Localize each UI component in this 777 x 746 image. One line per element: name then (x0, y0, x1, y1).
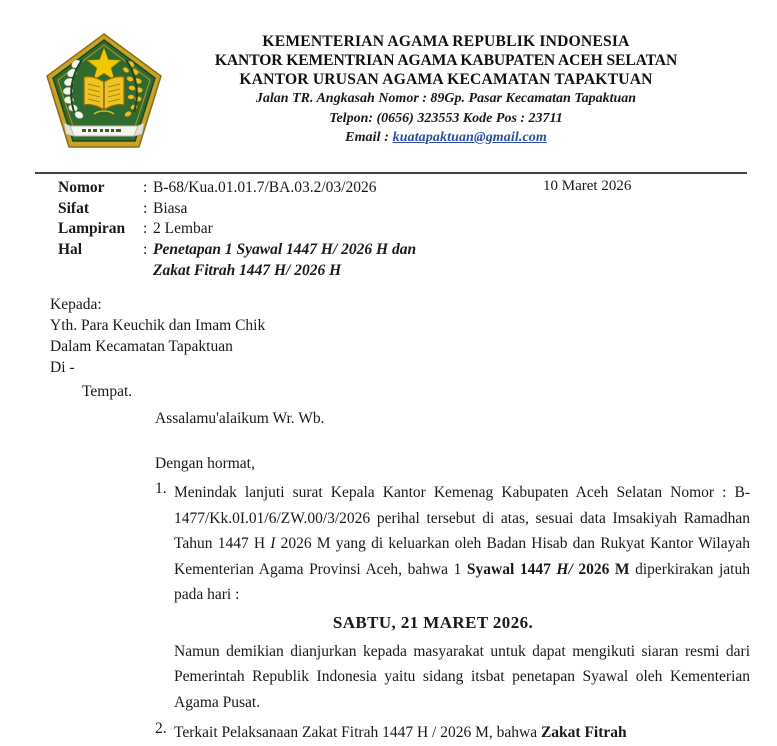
item1-sub-paragraph: Namun demikian dianjurkan kepada masyarakat untuk dapat mengikuti siaran resmi dari Pemerintah Republik Indonesia yaitu sidang itsbat penetapan Syawal oleh Kementerian Agama Pusat. (174, 642, 750, 711)
addressee-di: Di - (50, 359, 75, 376)
office-phone: Telpon: (0656) 323553 Kode Pos : 23711 (329, 110, 563, 126)
item1-text-a: Menindak lanjuti surat Kepala Kantor Kemenag Kabupaten Aceh Selatan Nomor : B-1477/Kk.0I.01/6/ZW.00/3/2026 perihal tersebut di atas, sesuai data Imsakiyah Ramadhan Tahun 1447 H (174, 484, 750, 552)
value-nomor: B-68/Kua.01.01.7/BA.03.2/03/2026 (153, 179, 377, 196)
label-hal: Hal (58, 240, 83, 258)
reference-block (58, 178, 528, 282)
numbered-list (155, 480, 750, 746)
list-item-1 (155, 480, 750, 715)
office-address: Jalan TR. Angkasah Nomor : 89Gp. Pasar Kecamatan Tapaktuan (255, 91, 637, 106)
list-item-2 (155, 720, 750, 746)
letter-body (155, 408, 750, 746)
office-email-line (176, 128, 716, 148)
item1-bold-2: Syawal 1447 (466, 560, 557, 578)
colon-hal: : (143, 240, 148, 258)
colon-lampiran: : (143, 220, 148, 237)
value-sifat: Biasa (153, 199, 188, 217)
colon-sifat: : (143, 199, 148, 217)
addressee-kepada: Kepada: (50, 296, 102, 313)
item1-italic-h: H/ (556, 560, 573, 578)
colon-nomor: : (143, 179, 148, 196)
addressee-tempat: Tempat. (82, 383, 133, 400)
value-hal-continued: Zakat Fitrah 1447 H/ 2026 H (153, 262, 342, 279)
item1-text-b: I (270, 535, 276, 552)
value-lampiran: 2 Lembar (153, 220, 213, 237)
item1-bold-3: 2026 M (572, 560, 630, 578)
item1-text-d: diperkirakan jatuh pada hari : (174, 560, 750, 603)
value-hal: Penetapan 1 Syawal 1447 H/ 2026 H dan (153, 240, 417, 258)
org-line-3: KANTOR URUSAN AGAMA KECAMATAN TAPAKTUAN (239, 71, 653, 88)
reference-row-sifat (58, 199, 528, 220)
org-line-2: KANTOR KEMENTRIAN AGAMA KABUPATEN ACEH SELATAN (214, 52, 678, 69)
opening-hormat: Dengan hormat, (155, 455, 255, 472)
list-item-1-number: 1. (155, 480, 167, 497)
letterhead-divider (35, 172, 747, 174)
greeting-salam: Assalamu'alaikum Wr. Wb. (155, 410, 325, 427)
label-nomor: Nomor (58, 179, 105, 196)
email-link[interactable]: kuatapaktuan@gmail.com (392, 130, 547, 145)
org-line-1: KEMENTERIAN AGAMA REPUBLIK INDONESIA (262, 33, 630, 50)
letter-date: 10 Maret 2026 (543, 178, 632, 194)
list-item-2-text (174, 720, 750, 746)
addressee-recipient: Yth. Para Keuchik dan Imam Chik (50, 317, 266, 334)
letterhead (0, 22, 777, 152)
reference-row-lampiran (58, 219, 528, 240)
list-item-2-number: 2. (155, 720, 167, 737)
item1-bold-1: 1 (453, 560, 467, 578)
item2-bold-a: Zakat Fitrah (540, 724, 627, 741)
item2-text-a: Terkait Pelaksanaan Zakat Fitrah 1447 H / 2026 M, bahwa (174, 724, 541, 741)
list-item-1-text (174, 480, 750, 608)
email-label: Email : (345, 130, 393, 145)
label-lampiran: Lampiran (58, 220, 126, 237)
addressee-district: Dalam Kecamatan Tapaktuan (50, 338, 233, 355)
reference-row-hal (58, 240, 528, 261)
highlight-date: SABTU, 21 MARET 2026. (332, 612, 534, 632)
letterhead-text (176, 32, 716, 148)
reference-row-nomor (58, 178, 528, 199)
kementerian-agama-logo (42, 30, 166, 158)
label-sifat: Sifat (58, 199, 89, 217)
item1-text-c: 2026 M yang di keluarkan oleh Badan Hisab dan Rukyat Kantor Wilayah Kementerian Agama Provinsi Aceh, bahwa (174, 535, 750, 578)
addressee-block (50, 294, 265, 402)
